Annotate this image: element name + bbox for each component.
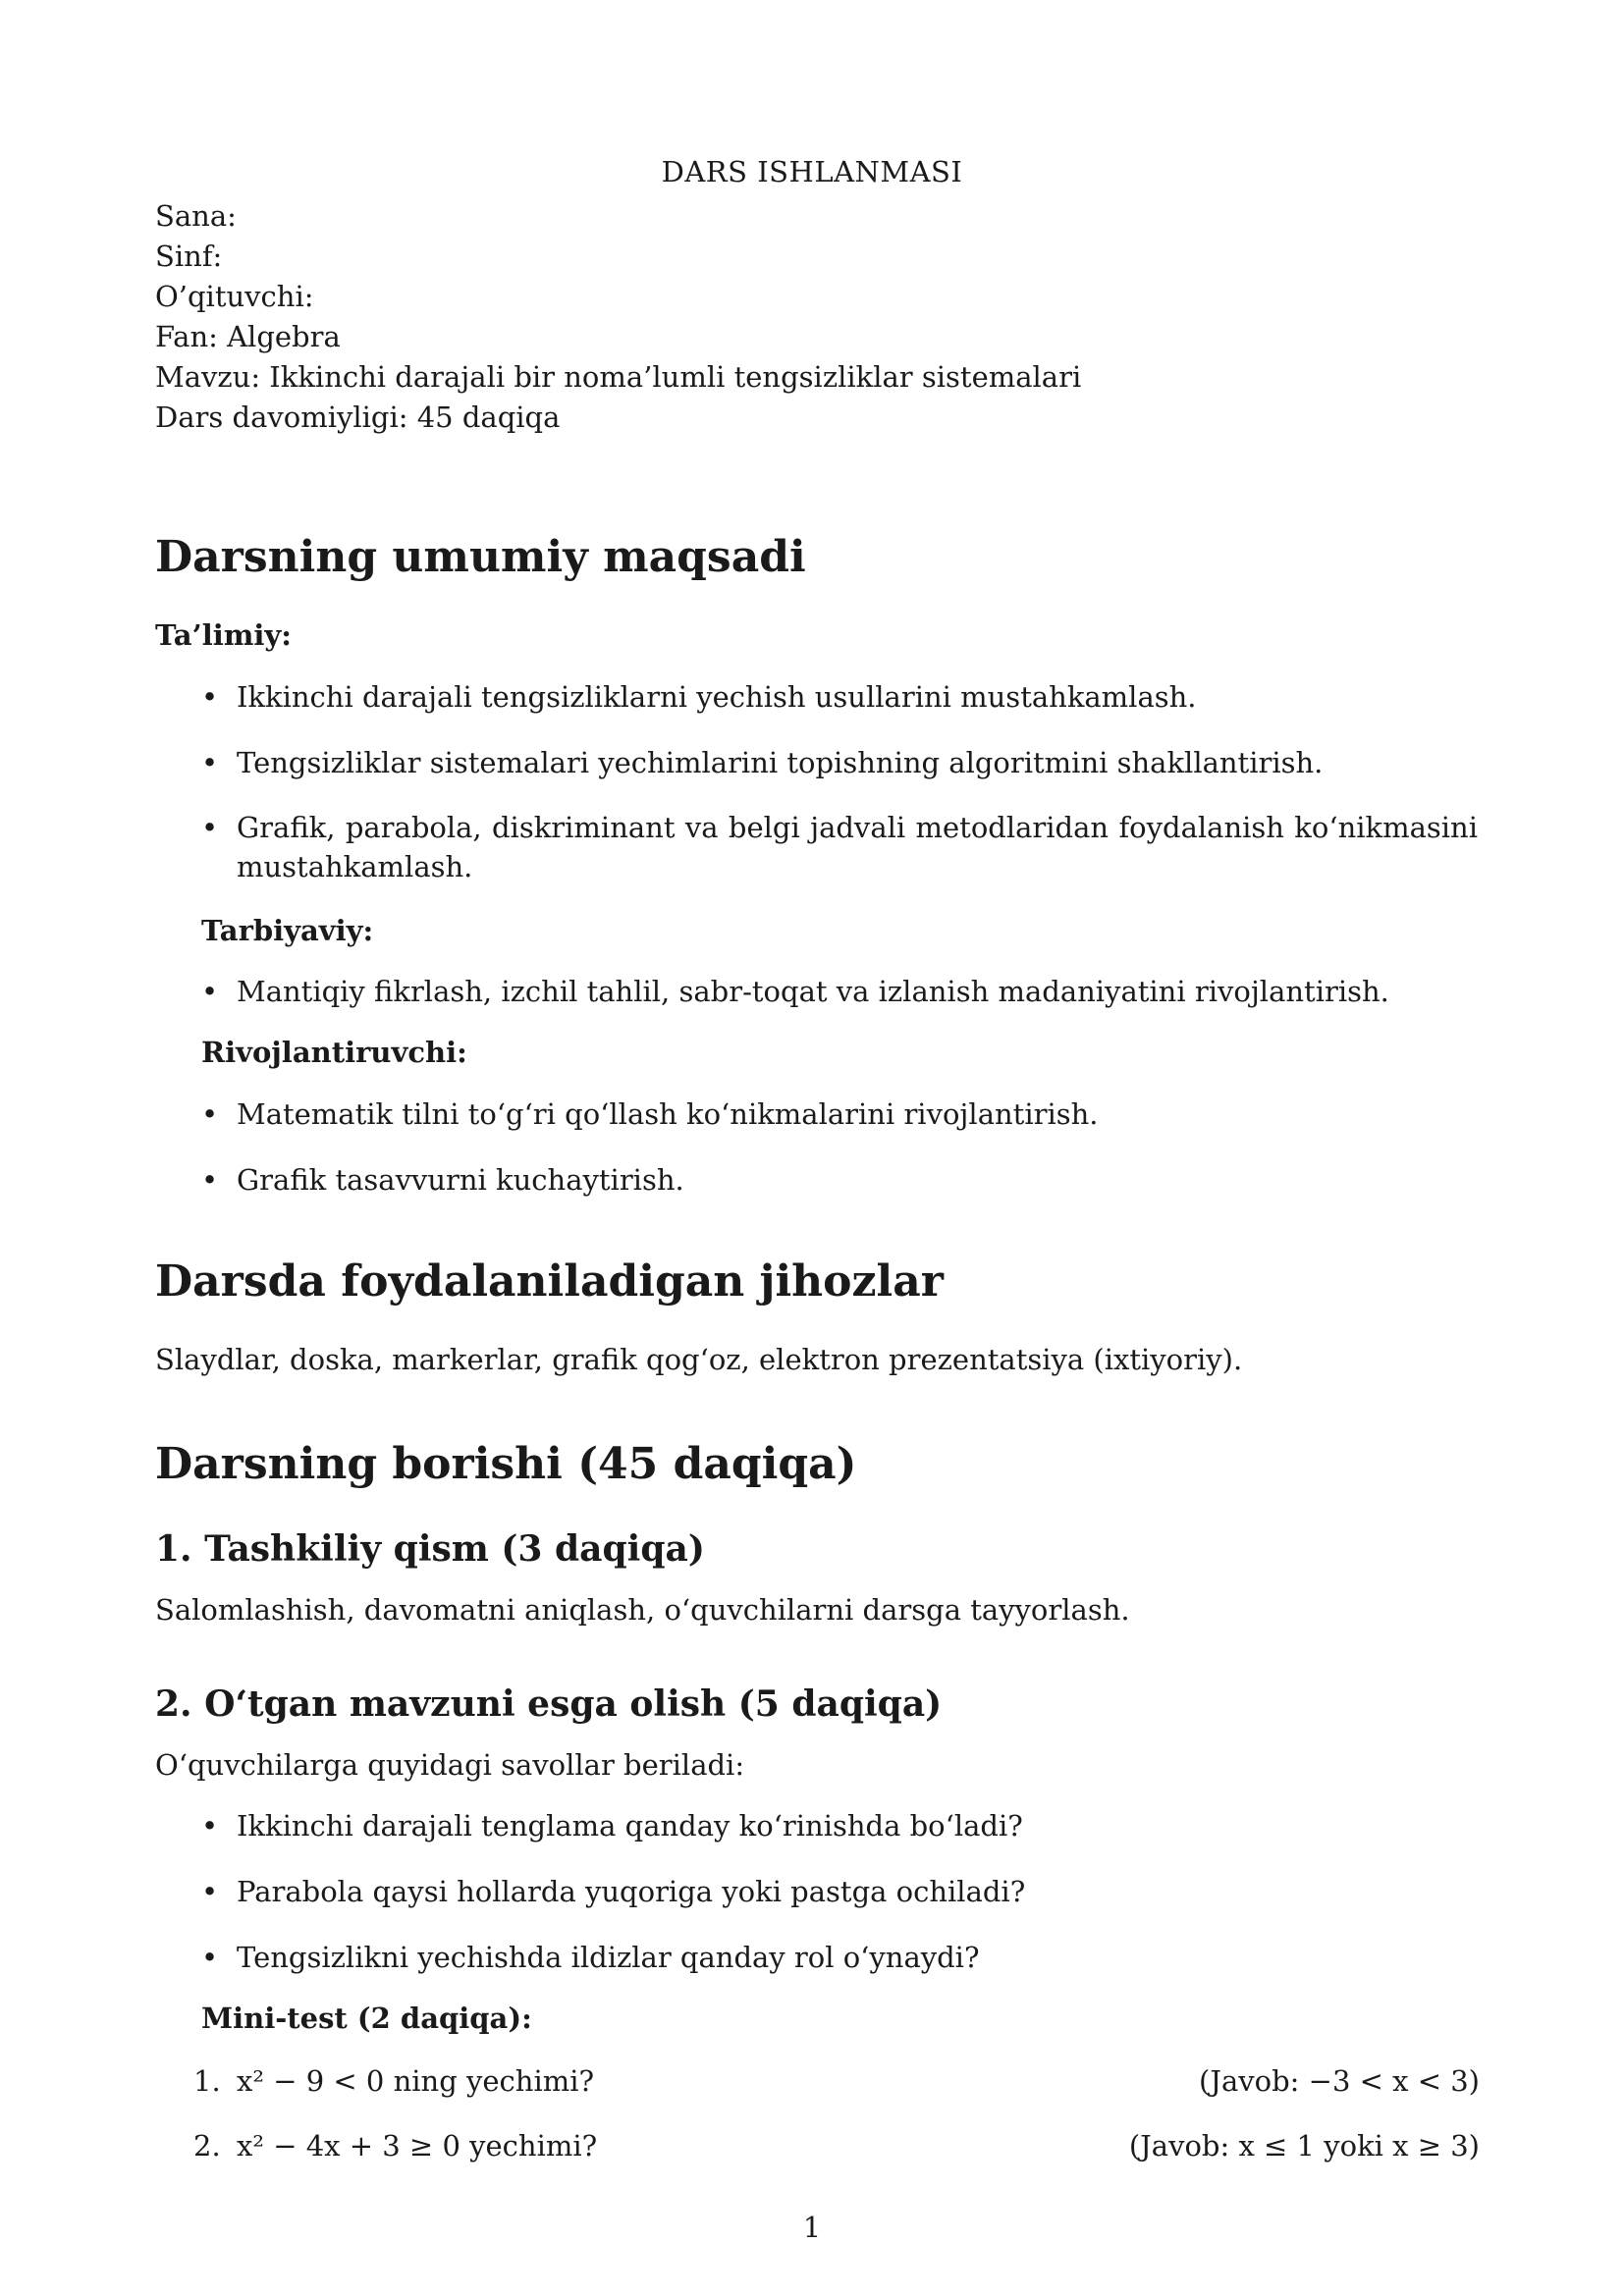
bullet-icon: •	[201, 975, 219, 1008]
minitest-answer: (Javob: −3 < x < 3)	[1199, 2064, 1480, 2098]
section-heading-flow: Darsning borishi (45 daqiqa)	[155, 1439, 857, 1489]
label-minitest: Mini-test (2 daqiqa):	[201, 2002, 532, 2035]
part2-text: O‘quvchilarga quyidagi savollar beriladi:	[155, 1748, 745, 1782]
meta-topic: Mavzu: Ikkinchi darajali bir noma’lumli tengsizliklar sistemalari	[155, 360, 1082, 394]
document-title: DARS ISHLANMASI	[661, 155, 963, 188]
equipment-text: Slaydlar, doska, markerlar, grafik qog‘oz, elektron prezentatsiya (ixtiyoriy).	[155, 1343, 1243, 1376]
bullet-icon: •	[201, 680, 219, 714]
bullet-icon: •	[201, 1875, 219, 1908]
meta-class: Sinf:	[155, 240, 223, 273]
minitest-question: x² − 4x + 3 ≥ 0 yechimi?	[237, 2129, 598, 2163]
meta-subject: Fan: Algebra	[155, 320, 341, 353]
bullet-icon: •	[201, 811, 219, 844]
label-tarbiyaviy: Tarbiyaviy:	[201, 914, 374, 947]
label-rivojlantiruvchi: Rivojlantiruvchi:	[201, 1036, 467, 1069]
meta-teacher: O’qituvchi:	[155, 280, 314, 313]
meta-date: Sana:	[155, 199, 237, 233]
bullet-icon: •	[201, 1097, 219, 1131]
list-item: • Grafik, parabola, diskriminant va belgi jadvali metodlaridan foydalanish ko‘nikmasini mustahkamlash.	[201, 808, 1478, 886]
bullet-icon: •	[201, 1163, 219, 1197]
bullet-icon: •	[201, 1809, 219, 1842]
section-heading-goals: Darsning umumiy maqsadi	[155, 532, 806, 582]
bullet-icon: •	[201, 1941, 219, 1974]
subsection-heading-part2: 2. O‘tgan mavzuni esga olish (5 daqiqa)	[155, 1683, 943, 1725]
section-heading-equipment: Darsda foydalaniladigan jihozlar	[155, 1256, 944, 1307]
label-talimiy: Ta’limiy:	[155, 618, 292, 652]
bullet-icon: •	[201, 746, 219, 779]
minitest-answer: (Javob: x ≤ 1 yoki x ≥ 3)	[1128, 2129, 1480, 2163]
subsection-heading-part1: 1. Tashkiliy qism (3 daqiqa)	[155, 1528, 705, 1570]
page-number: 1	[802, 2211, 822, 2244]
meta-duration: Dars davomiyligi: 45 daqiqa	[155, 400, 561, 434]
minitest-question: x² − 9 < 0 ning yechimi?	[237, 2064, 595, 2098]
document-page: DARS ISHLANMASI Sana: Sinf: O’qituvchi: Fan: Algebra Mavzu: Ikkinchi darajali bir noma’lumli tengsizliklar sistemalari Dars davomiyligi: 45 daqiqa Darsning umumiy maqsadi Ta’limiy: • Ikkinchi darajali tengsizliklarni yechish usullarini mustahkamlash. • Tengsizliklar sistemalari yechimlarini topishning algoritmini shakllantirish. • Grafik, parabola, diskriminant va belgi jadvali metodlaridan foydalanish ko‘nikmasini mustahkamlash. Tarbiyaviy: • Mantiqiy fikrlash, izchil tahlil, sabr-toqat va izlanish madaniyatini rivojlantirish. Rivojlantiruvchi: • Matematik tilni to‘g‘ri qo‘llash ko‘nikmalarini rivojlantirish. • Grafik tasavvurni kuchaytirish. Darsda foydalaniladigan jihozlar Slaydlar, doska, markerlar, grafik qog‘oz, elektron prezentatsiya (ixtiyoriy). Darsning borishi (45 daqiqa) 1. Tashkiliy qism (3 daqiqa) Salomlashish, davomatni aniqlash, o‘quvchilarni darsga tayyorlash. 2. O‘tgan mavzuni esga olish (5 daqiqa) O‘quvchilarga quyidagi savollar beriladi: • Ikkinchi darajali tenglama qanday ko‘rinishda bo‘ladi? • Parabola qaysi hollarda yuqoriga yoki pastga ochiladi? • Tengsizlikni yechishda ildizlar qanday rol o‘ynaydi? Mini-test (2 daqiqa): 1. x² − 9 < 0 ning yechimi? (Javob: −3 < x < 3) 2. x² − 4x + 3 ≥ 0 yechimi? (Javob: x ≤ 1 yoki x ≥ 3) 1	[0, 0, 1624, 2296]
part1-text: Salomlashish, davomatni aniqlash, o‘quvchilarni darsga tayyorlash.	[155, 1593, 1130, 1627]
lesson-meta	[155, 196, 1081, 438]
